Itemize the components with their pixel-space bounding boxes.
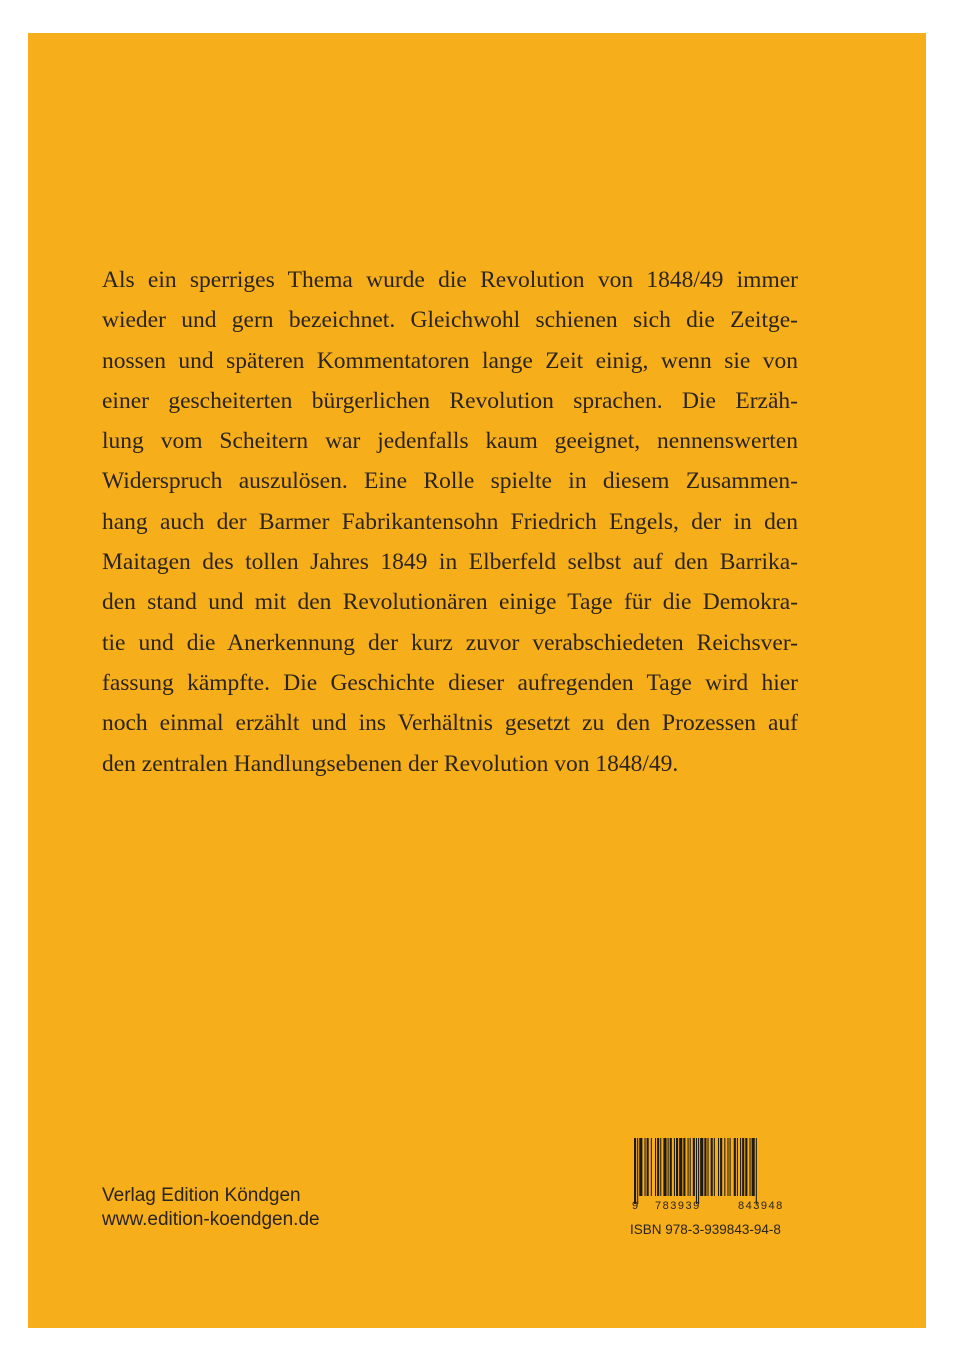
blurb-text: [102, 260, 798, 784]
barcode-bar: [734, 1138, 736, 1196]
publisher-name: Verlag Edition Köndgen: [102, 1185, 301, 1206]
barcode-bar: [679, 1138, 682, 1196]
barcode-bar: [668, 1138, 669, 1196]
barcode-bar: [724, 1138, 725, 1196]
publisher-info: [102, 1184, 320, 1232]
blurb-line: Maitagen des tollen Jahres 1849 in Elberfeld selbst auf den Barrika-: [102, 549, 798, 576]
barcode-left-digits: 783939: [655, 1200, 701, 1212]
barcode-bar: [711, 1138, 713, 1196]
barcode-bar: [688, 1138, 689, 1196]
barcode-bar: [657, 1138, 659, 1196]
barcode-bar: [676, 1138, 678, 1196]
blurb-line: Als ein sperriges Thema wurde die Revolution von 1848/49 immer: [102, 267, 798, 293]
barcode-bar: [693, 1138, 695, 1196]
barcode-bar: [639, 1138, 642, 1196]
barcode-bar: [645, 1138, 646, 1196]
blurb-line: Widerspruch auszulösen. Eine Rolle spielte in diesem Zusammen-: [102, 468, 798, 495]
barcode-bars: [626, 1138, 802, 1208]
blurb-line: wieder und gern bezeichnet. Gleichwohl schienen sich die Zeitge-: [102, 307, 798, 334]
barcode-bar: [651, 1138, 652, 1196]
barcode-bar: [696, 1138, 697, 1204]
barcode-bar: [698, 1138, 699, 1204]
barcode-bar: [737, 1138, 738, 1196]
barcode-bar: [727, 1138, 728, 1196]
barcode-bar: [752, 1138, 755, 1196]
barcode-bar: [704, 1138, 706, 1196]
barcode-bar: [670, 1138, 672, 1196]
barcode-bar: [708, 1138, 709, 1196]
blurb-line: nossen und späteren Kommentatoren lange Zeit einig, wenn sie von: [102, 347, 798, 374]
barcode-bar: [674, 1138, 675, 1196]
barcode-bar: [740, 1138, 741, 1196]
blurb-line: fassung kämpfte. Die Geschichte dieser aufregenden Tage wird hier: [102, 669, 798, 696]
barcode-bar: [690, 1138, 691, 1196]
barcode-right-digits: 843948: [738, 1200, 784, 1212]
blurb-line: tie und die Anerkennung der kurz zuvor verabschiedeten Reichsver-: [102, 629, 798, 656]
isbn-label: ISBN 978-3-939843-94-8: [630, 1222, 781, 1237]
barcode-bar: [660, 1138, 661, 1196]
barcode-bar: [742, 1138, 744, 1196]
barcode-first-digit: 9: [632, 1200, 640, 1212]
barcode-bar: [756, 1138, 757, 1204]
barcode-bar: [750, 1138, 751, 1196]
barcode-bar: [700, 1138, 703, 1196]
publisher-website: www.edition-koendgen.de: [102, 1209, 320, 1230]
barcode-bar: [745, 1138, 747, 1196]
blurb-line: einer gescheiterten bürgerlichen Revolution sprachen. Die Erzäh-: [102, 387, 798, 414]
blurb-line: hang auch der Barmer Fabrikantensohn Friedrich Engels, der in den: [102, 508, 798, 535]
barcode-bar: [637, 1138, 638, 1204]
blurb-line: noch einmal erzählt und ins Verhältnis gesetzt zu den Prozessen auf: [102, 710, 798, 737]
blurb-line: lung vom Scheitern war jedenfalls kaum geeignet, nennenswerten: [102, 428, 798, 455]
barcode-bar: [663, 1138, 666, 1196]
blurb-line: den zentralen Handlungsebenen der Revolution von 1848/49.: [102, 750, 679, 777]
barcode-bar: [730, 1138, 731, 1196]
barcode-bar: [720, 1138, 722, 1196]
blurb-line: den stand und mit den Revolutionären einige Tage für die Demokra-: [102, 589, 798, 616]
barcode-bar: [634, 1138, 636, 1204]
barcode-bar: [718, 1138, 719, 1196]
barcode-bar: [683, 1138, 685, 1196]
barcode-bar: [714, 1138, 715, 1196]
barcode-bar: [655, 1138, 656, 1196]
barcode-bar: [647, 1138, 649, 1196]
